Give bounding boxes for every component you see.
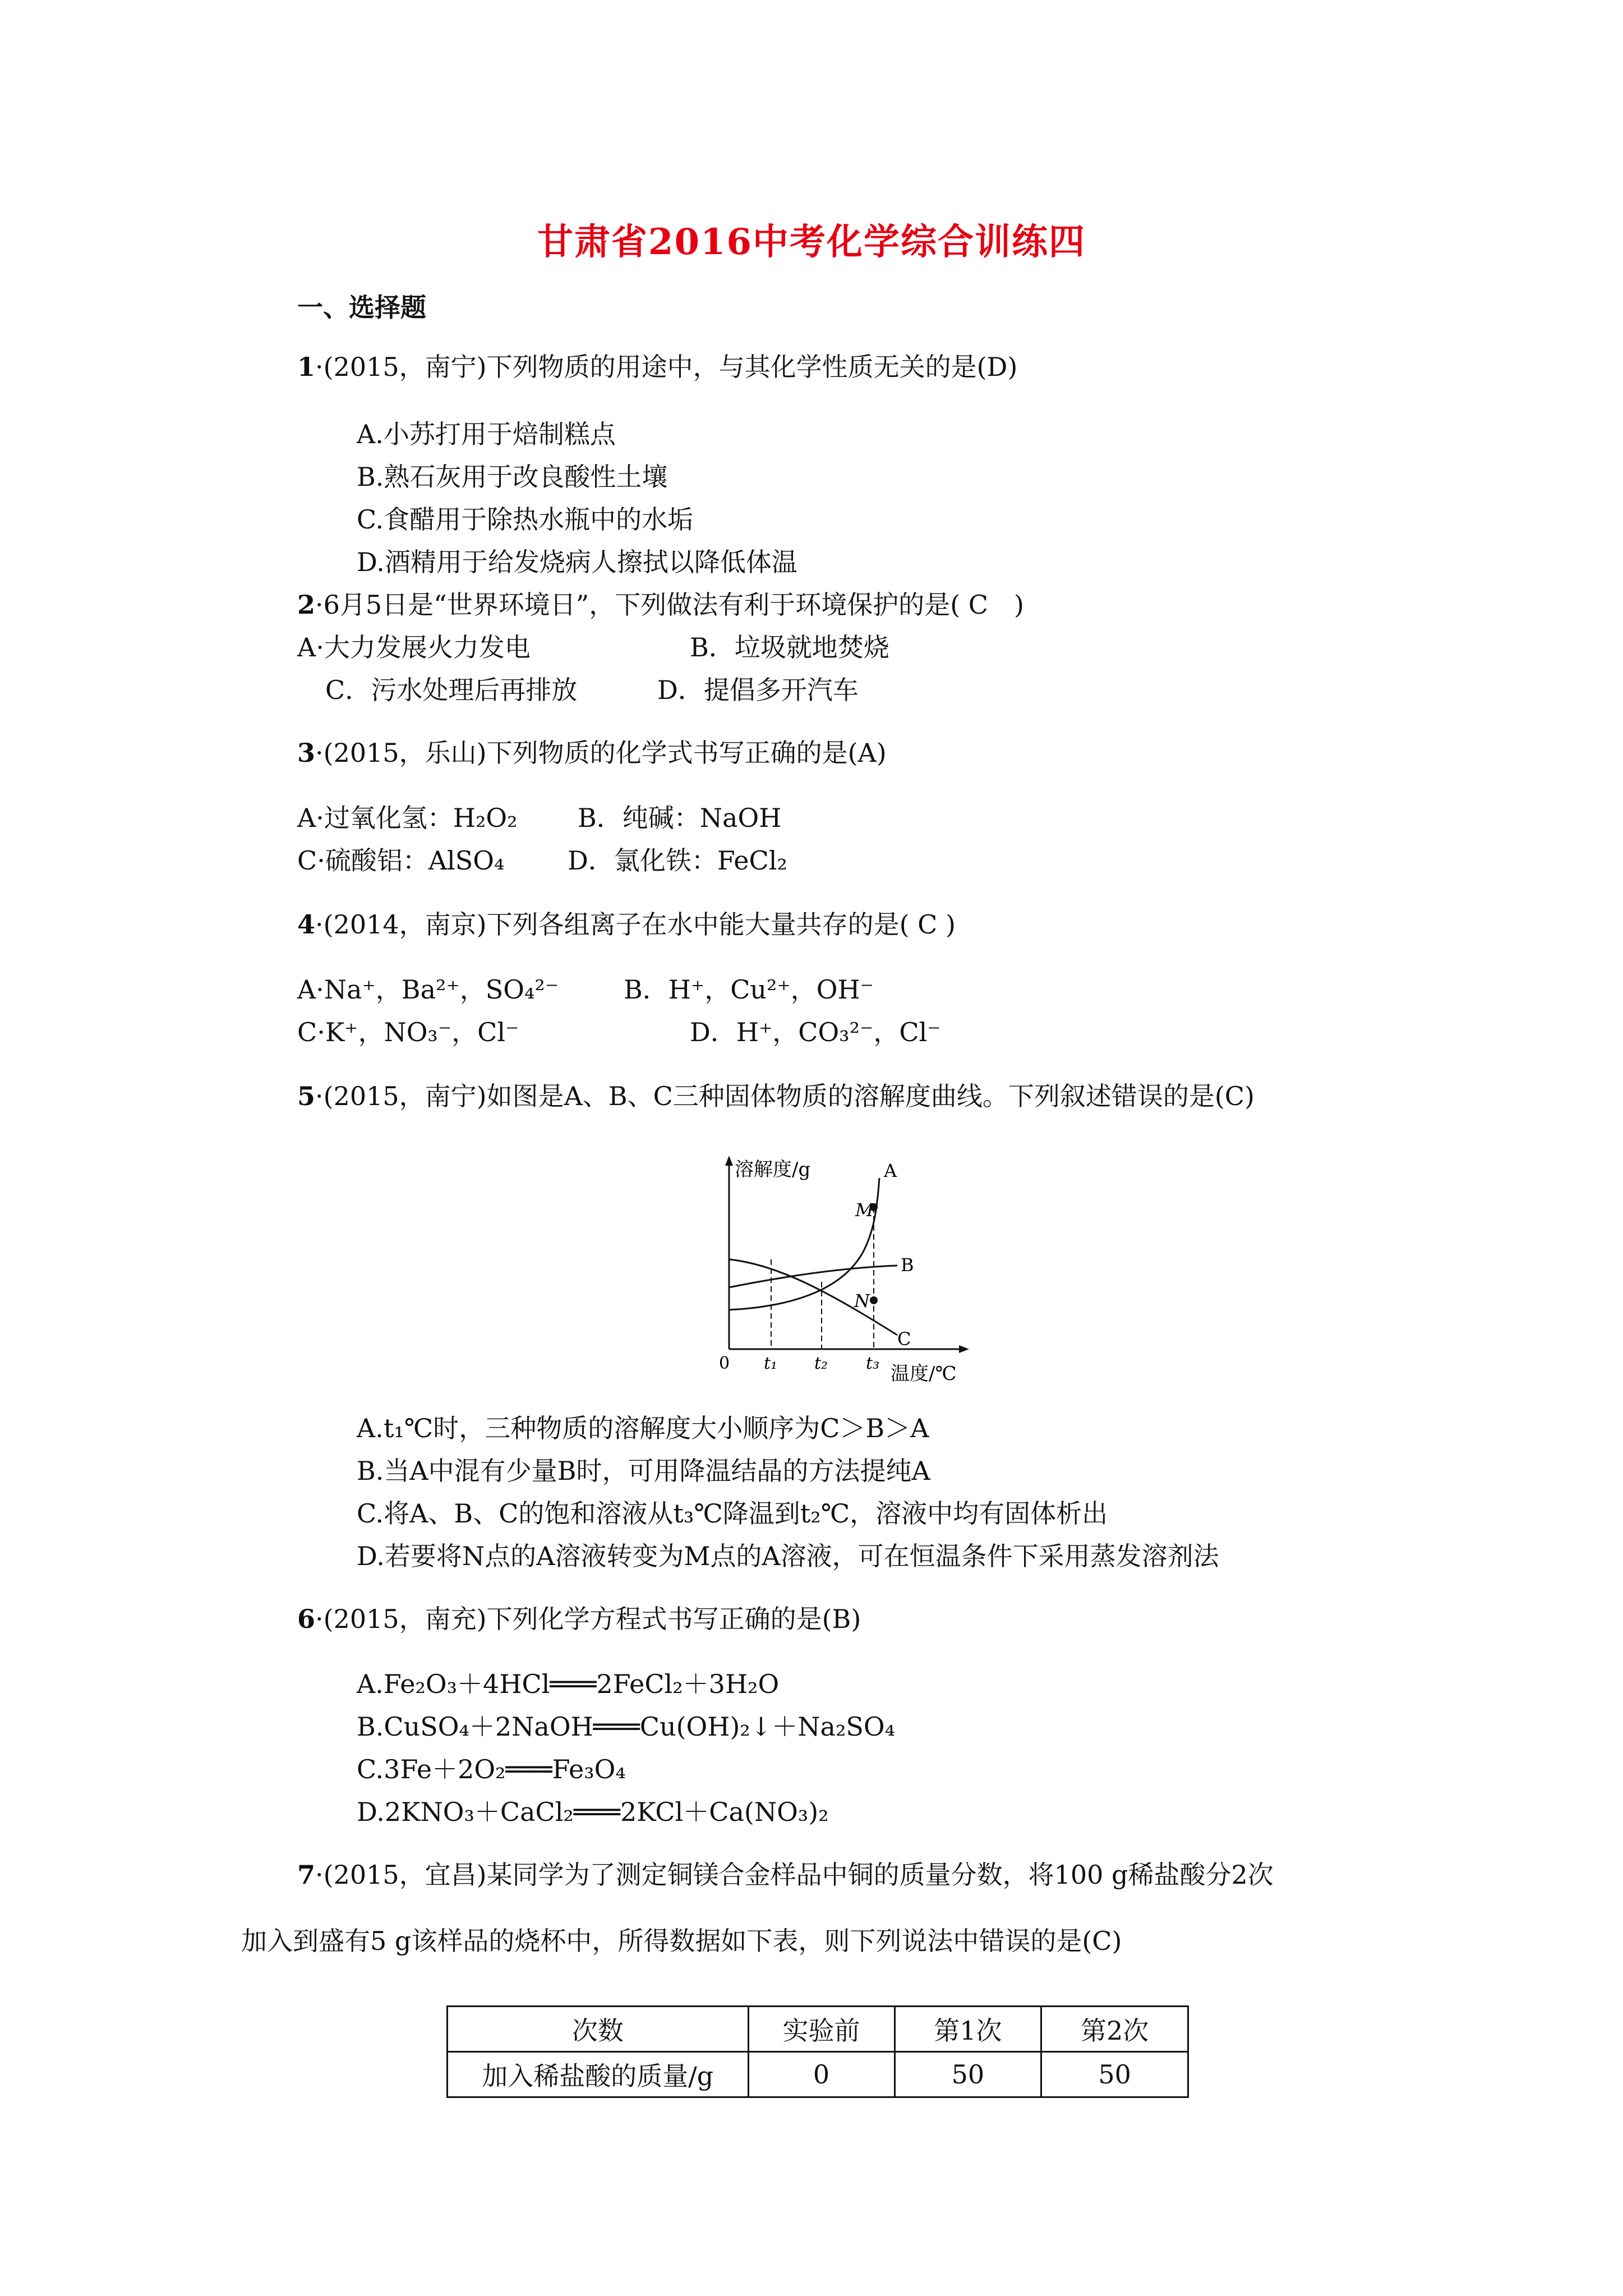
option-4c: C·K⁺，NO₃⁻，Cl⁻ — [297, 1017, 519, 1047]
origin-label: 0 — [719, 1354, 730, 1373]
data-table — [446, 2005, 1189, 2098]
question-stem: ·6月5日是“世界环境日”，下列做法有利于环境保护的是( C ) — [315, 590, 1024, 620]
option-6b: B.CuSO₄＋2NaOH═══Cu(OH)₂↓＋Na₂SO₄ — [357, 1711, 896, 1742]
curve-b — [729, 1266, 897, 1287]
question-6 — [297, 1599, 861, 1636]
point-m-label: M — [855, 1199, 874, 1221]
question-7 — [297, 1855, 1274, 1892]
option-3b: B．纯碱：NaOH — [578, 803, 782, 833]
question-number: 7 — [297, 1860, 316, 1890]
table-cell: 50 — [895, 2052, 1041, 2097]
option-1c: C.食醋用于除热水瓶中的水垢 — [357, 504, 694, 535]
table-header: 第1次 — [895, 2007, 1041, 2052]
y-axis-label: 溶解度/g — [735, 1158, 811, 1181]
question-number: 1 — [297, 352, 316, 382]
question-number: 2 — [297, 590, 316, 620]
curve-a-label: A — [884, 1160, 897, 1181]
option-4b: B．H⁺，Cu²⁺，OH⁻ — [624, 974, 874, 1005]
question-7-continued: 加入到盛有5 g该样品的烧杯中，所得数据如下表，则下列说法中错误的是(C) — [241, 1926, 1122, 1956]
option-2d: D．提倡多开汽车 — [657, 675, 859, 705]
option-3c: C·硫酸铝：AlSO₄ — [297, 845, 505, 876]
question-number: 5 — [297, 1081, 316, 1111]
question-stem: ·(2015，乐山)下列物质的化学式书写正确的是(A) — [315, 738, 887, 768]
question-number: 6 — [297, 1604, 316, 1634]
option-4a: A·Na⁺，Ba²⁺，SO₄²⁻ — [297, 974, 559, 1005]
option-3d: D．氯化铁：FeCl₂ — [568, 845, 787, 876]
curve-b-label: B — [901, 1254, 914, 1276]
option-5b: B.当A中混有少量B时，可用降温结晶的方法提纯A — [357, 1456, 930, 1486]
section-heading: 一、选择题 — [297, 292, 426, 323]
tick-t2: t₂ — [814, 1354, 828, 1373]
option-2a: A·大力发展火力发电 — [297, 632, 531, 662]
question-stem: ·(2014，南京)下列各组离子在水中能大量共存的是( C ) — [315, 909, 956, 940]
option-2c: C．污水处理后再排放 — [325, 675, 578, 705]
table-header: 实验前 — [748, 2007, 895, 2052]
question-5 — [297, 1076, 1255, 1113]
option-3a: A·过氧化氢：H₂O₂ — [297, 803, 518, 833]
table-row — [448, 2052, 1188, 2097]
option-2b: B．垃圾就地焚烧 — [690, 632, 889, 662]
option-5a: A.t₁℃时，三种物质的溶解度大小顺序为C＞B＞A — [357, 1413, 929, 1443]
curve-c-label: C — [897, 1328, 911, 1350]
point-n-label: N — [854, 1290, 870, 1312]
option-1b: B.熟石灰用于改良酸性土壤 — [357, 462, 668, 492]
table-cell: 50 — [1041, 2052, 1188, 2097]
table-header: 第2次 — [1041, 2007, 1188, 2052]
question-2 — [297, 585, 1024, 622]
page-title: 甘肃省2016中考化学综合训练四 — [537, 221, 1086, 263]
option-6d: D.2KNO₃＋CaCl₂═══2KCl＋Ca(NO₃)₂ — [357, 1797, 829, 1827]
question-stem: ·(2015，宜昌)某同学为了测定铜镁合金样品中铜的质量分数，将100 g稀盐酸分2次 — [315, 1860, 1274, 1890]
y-axis-arrow — [725, 1156, 733, 1166]
question-stem: ·(2015，南宁)下列物质的用途中，与其化学性质无关的是(D) — [315, 352, 1018, 382]
table-row-label: 加入稀盐酸的质量/g — [448, 2052, 749, 2097]
option-5c: C.将A、B、C的饱和溶液从t₃℃降温到t₂℃，溶液中均有固体析出 — [357, 1498, 1108, 1529]
question-1 — [297, 347, 1017, 384]
table-header-row — [448, 2007, 1188, 2052]
question-4 — [297, 904, 956, 941]
question-number: 4 — [297, 909, 316, 940]
option-6a: A.Fe₂O₃＋4HCl═══2FeCl₂＋3H₂O — [357, 1669, 780, 1699]
point-n — [870, 1296, 878, 1304]
x-axis-arrow — [959, 1345, 969, 1353]
option-6c: C.3Fe＋2O₂═══Fe₃O₄ — [357, 1754, 626, 1784]
table-cell: 0 — [748, 2052, 895, 2097]
tick-t1: t₁ — [764, 1354, 778, 1373]
option-1d: D.酒精用于给发烧病人擦拭以降低体温 — [357, 547, 797, 577]
solubility-graph — [718, 1156, 976, 1391]
question-stem: ·(2015，南充)下列化学方程式书写正确的是(B) — [315, 1604, 861, 1634]
option-1a: A.小苏打用于焙制糕点 — [357, 419, 616, 449]
option-5d: D.若要将N点的A溶液转变为M点的A溶液，可在恒温条件下采用蒸发溶剂法 — [357, 1541, 1219, 1571]
x-axis-label: 温度/℃ — [891, 1363, 957, 1385]
option-4d: D．H⁺，CO₃²⁻，Cl⁻ — [690, 1017, 941, 1047]
question-3 — [297, 733, 887, 770]
table-header: 次数 — [448, 2007, 749, 2052]
question-number: 3 — [297, 738, 316, 768]
question-stem: ·(2015，南宁)如图是A、B、C三种固体物质的溶解度曲线。下列叙述错误的是(C) — [315, 1081, 1255, 1111]
tick-t3: t₃ — [866, 1354, 880, 1373]
